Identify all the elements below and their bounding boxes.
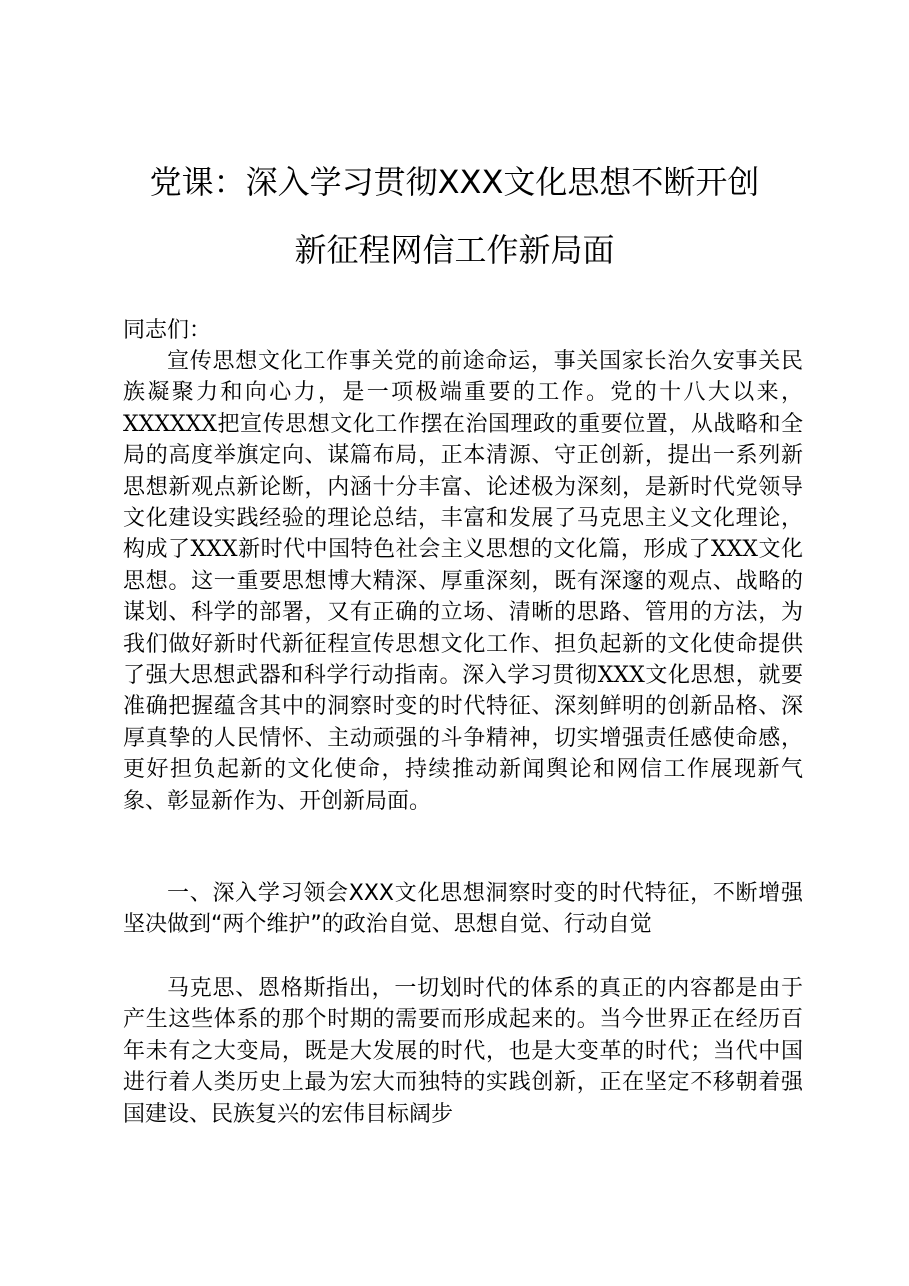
document-title-line-2: 新征程网信工作新局面 xyxy=(294,231,615,269)
body-paragraph-1: 宣传思想文化工作事关党的前途命运，事关国家长治久安事关民族凝聚力和向心力，是一项极端重要的工作。党的十八大以来，XXXXXX把宣传思想文化工作摆在治国理政的重要位置，从战略和全局的高度举旗定向、谋篇布局，正本清源、守正创新，提出一系列新思想新观点新论断，内涵十分丰富、论述极为深刻，是新时代党领导文化建设实践经验的理论总结，丰富和发展了马克思主义文化理论，构成了XXX新时代中国特色社会主义思想的文化篇，形成了XXX文化思想。这一重要思想博大精深、厚重深刻，既有深邃的观点、战略的谋划、科学的部署，又有正确的立场、清晰的思路、管用的方法，为我们做好新时代新征程宣传思想文化工作、担负起新的文化使命提供了强大思想武器和科学行动指南。深入学习贯彻XXX文化思想，就要准确把握蕴含其中的洞察时变的时代特征、深刻鲜明的创新品格、深厚真挚的人民情怀、主动顽强的斗争精神，切实增强责任感使命感，更好担负起新的文化使命，持续推动新闻舆论和网信工作展现新气象、彰显新作为、开创新局面。 xyxy=(123,349,803,814)
section-heading-1: 一、深入学习领会XXX文化思想洞察时变的时代特征，不断增强坚决做到“两个维护”的政治自觉、思想自觉、行动自觉 xyxy=(123,881,803,938)
salutation: 同志们： xyxy=(123,318,212,343)
document-title-line-1: 党课：深入学习贯彻XXX文化思想不断开创 xyxy=(149,163,760,201)
body-paragraph-2: 马克思、恩格斯指出，一切划时代的体系的真正的内容都是由于产生这些体系的那个时期的需要而形成起来的。当今世界正在经历百年未有之大变局，既是大发展的时代，也是大变革的时代；当代中国进行着人类历史上最为宏大而独特的实践创新，正在坚定不移朝着强国建设、民族复兴的宏伟目标阔步 xyxy=(123,976,803,1127)
